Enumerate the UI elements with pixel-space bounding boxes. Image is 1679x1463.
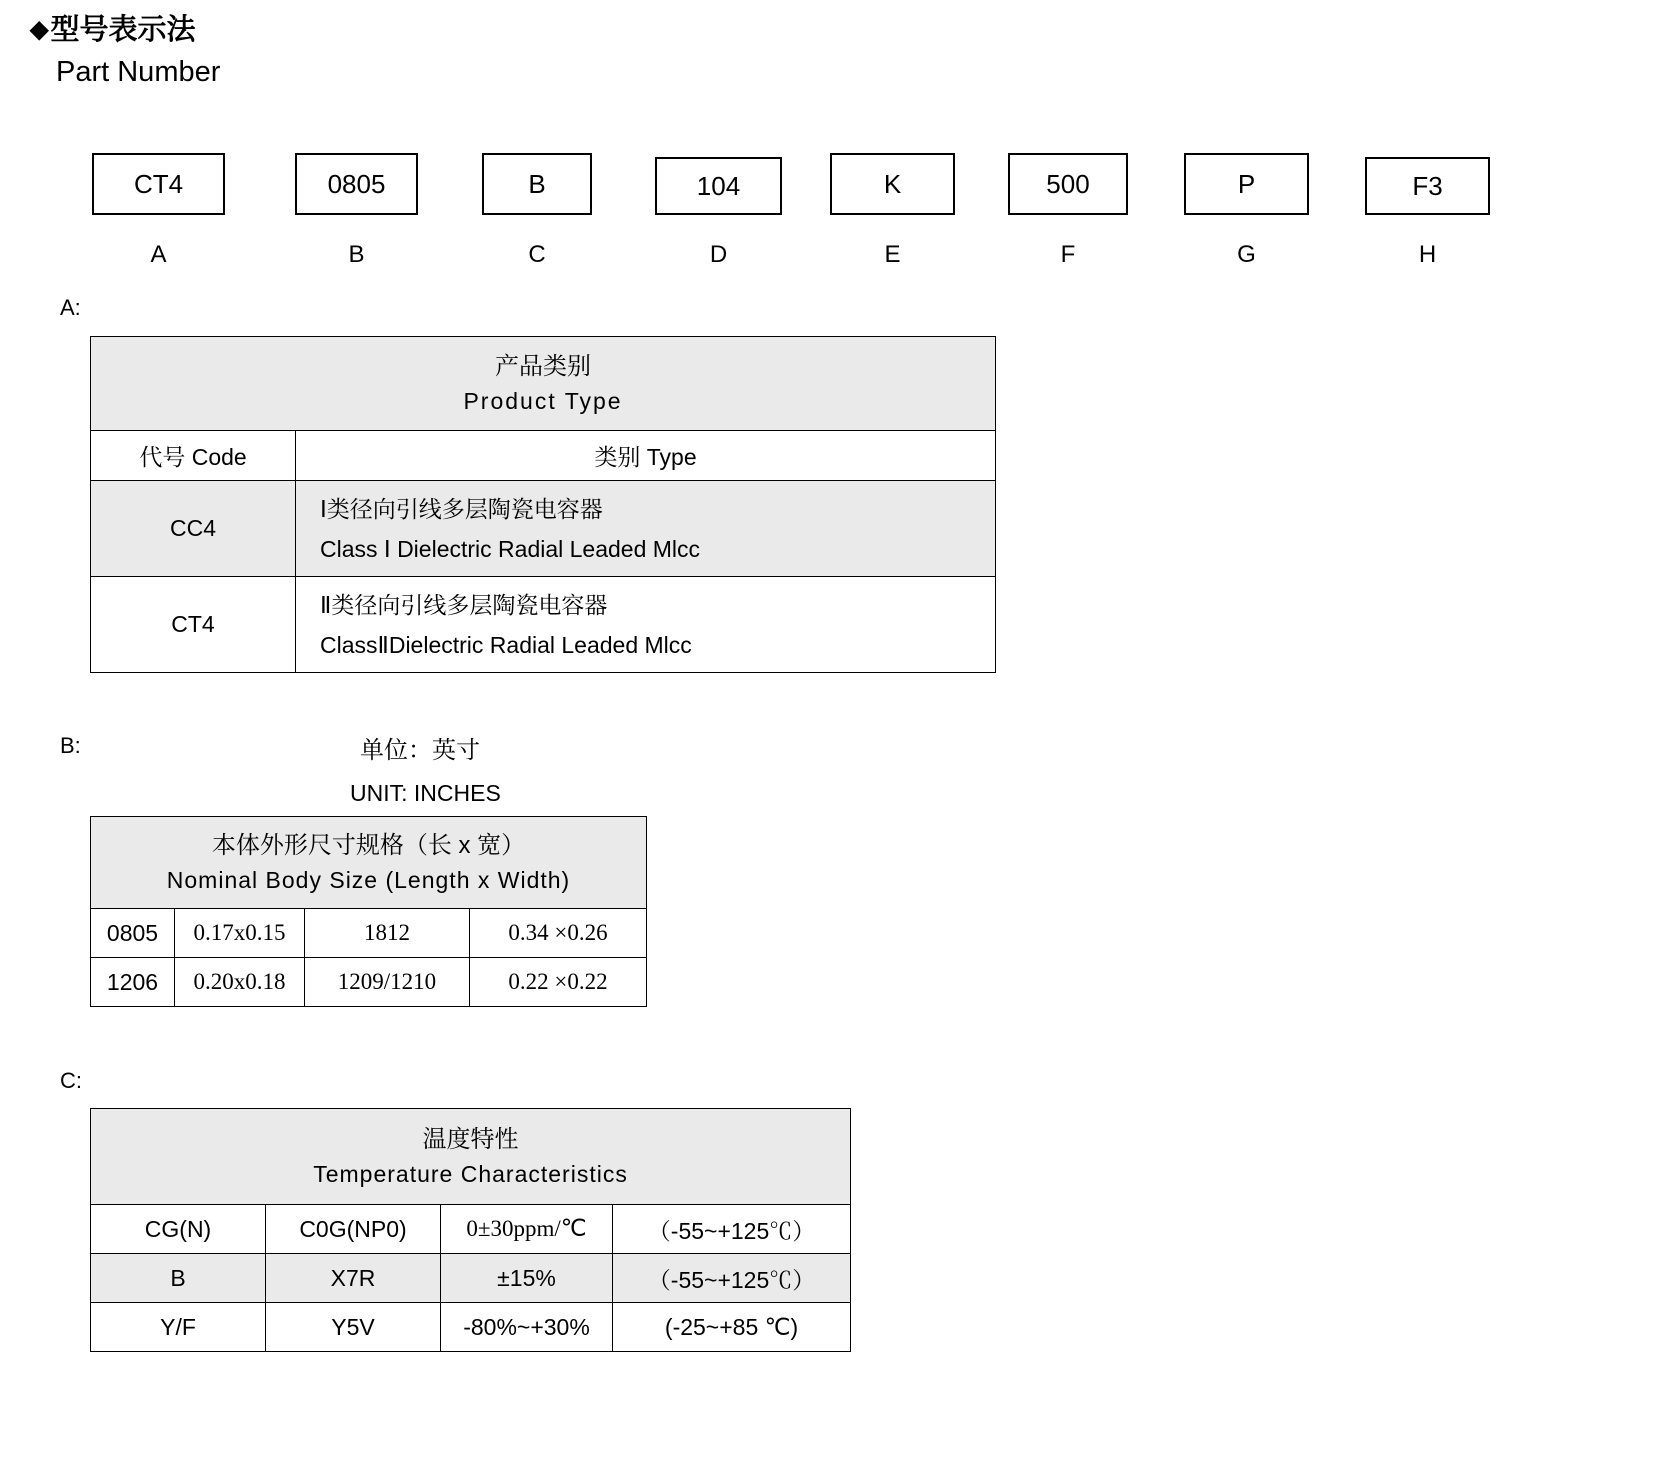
table-row <box>91 577 996 673</box>
title-english: Part Number <box>56 56 221 88</box>
unit-note-en: UNIT: INCHES <box>350 780 501 806</box>
part-letter-b: B <box>348 241 365 268</box>
part-code-box-g <box>1184 153 1309 215</box>
size-code-1206: 1206 <box>91 958 175 1007</box>
temperature-characteristics-table <box>90 1108 851 1352</box>
part-letter-f: F <box>1060 241 1076 268</box>
part-code-text: P <box>1237 168 1256 199</box>
size-dim-0805: 0.17x0.15 <box>175 909 305 958</box>
type-cc4 <box>296 481 996 577</box>
temp-range-x7r: （-55~+125℃） <box>613 1254 851 1303</box>
section-label-c: C: <box>60 1068 82 1093</box>
product-type-header-cell <box>91 337 996 431</box>
code-cc4: CC4 <box>91 481 296 577</box>
body-size-table <box>90 816 647 1007</box>
type-ct4-cn: Ⅱ类径向引线多层陶瓷电容器 <box>320 591 608 618</box>
table-row <box>91 1254 851 1303</box>
part-code-text: K <box>883 168 902 199</box>
section-label-b: B: <box>60 733 81 758</box>
table-row <box>91 1303 851 1352</box>
section-label-a: A: <box>60 295 81 320</box>
title-chinese-text: 型号表示法 <box>50 14 196 46</box>
temp-range-y5v: (-25~+85 ℃) <box>613 1303 851 1352</box>
type-ct4-en: ClassⅡDielectric Radial Leaded Mlcc <box>320 631 692 658</box>
table-row <box>91 909 647 958</box>
code-ct4: CT4 <box>91 577 296 673</box>
body-size-header-cn: 本体外形尺寸规格（长 x 宽） <box>211 831 526 859</box>
size-dim-1812: 0.34 ×0.26 <box>470 909 647 958</box>
part-code-text: F3 <box>1412 170 1443 201</box>
size-code-1812: 1812 <box>305 909 470 958</box>
temp-header-en: Temperature Characteristics <box>313 1160 628 1187</box>
part-letter-e: E <box>884 241 901 268</box>
temp-dielectric-x7r: X7R <box>266 1254 441 1303</box>
temp-header-cn: 温度特性 <box>422 1125 519 1153</box>
body-size-header-en: Nominal Body Size (Length x Width) <box>166 866 571 893</box>
part-code-box-d <box>655 157 782 215</box>
table-row <box>91 337 996 431</box>
body-size-header-cell <box>91 817 647 909</box>
size-dim-1206: 0.20x0.18 <box>175 958 305 1007</box>
product-type-header-cn: 产品类别 <box>495 352 591 380</box>
unit-note-cn: 单位：英寸 <box>360 737 480 764</box>
temp-range-c0g: （-55~+125℃） <box>613 1205 851 1254</box>
table-row <box>91 1205 851 1254</box>
temp-code-cgn: CG(N) <box>91 1205 266 1254</box>
product-type-header-en: Product Type <box>463 387 623 414</box>
size-code-1209-1210: 1209/1210 <box>305 958 470 1007</box>
part-letter-h: H <box>1418 241 1437 268</box>
size-code-0805: 0805 <box>91 909 175 958</box>
temp-tolerance-c0g: 0±30ppm/℃ <box>441 1205 613 1254</box>
part-code-box-h <box>1365 157 1490 215</box>
type-cc4-en: Class Ⅰ Dielectric Radial Leaded Mlcc <box>320 535 701 562</box>
part-letter-g: G <box>1237 241 1256 268</box>
part-code-box-a <box>92 153 225 215</box>
type-cc4-cn: Ⅰ类径向引线多层陶瓷电容器 <box>320 495 603 522</box>
table-row <box>91 481 996 577</box>
temp-header-cell <box>91 1109 851 1205</box>
part-code-text: B <box>528 168 546 199</box>
col-header-type: 类别 Type <box>296 431 996 481</box>
part-code-box-c <box>482 153 592 215</box>
title-chinese <box>30 10 220 50</box>
table-row <box>91 1109 851 1205</box>
part-number-diagram <box>0 145 1679 268</box>
size-dim-1209-1210: 0.22 ×0.22 <box>470 958 647 1007</box>
part-letter-a: A <box>150 241 167 268</box>
part-code-box-b <box>295 153 418 215</box>
part-code-box-f <box>1008 153 1128 215</box>
col-header-code: 代号 Code <box>91 431 296 481</box>
table-row <box>91 431 996 481</box>
temp-code-b: B <box>91 1254 266 1303</box>
part-code-text: 0805 <box>327 168 386 199</box>
temp-tolerance-y5v: -80%~+30% <box>441 1303 613 1352</box>
temp-dielectric-c0g: C0G(NP0) <box>266 1205 441 1254</box>
part-code-box-e <box>830 153 955 215</box>
diamond-icon: ◆ <box>30 16 49 43</box>
part-code-text: CT4 <box>133 168 184 199</box>
part-letter-c: C <box>528 241 546 268</box>
table-row <box>91 958 647 1007</box>
table-row <box>91 817 647 909</box>
type-ct4 <box>296 577 996 673</box>
part-code-text: 104 <box>696 170 741 201</box>
temp-code-yf: Y/F <box>91 1303 266 1352</box>
part-code-text: 500 <box>1046 168 1090 199</box>
temp-tolerance-x7r: ±15% <box>441 1254 613 1303</box>
page-title <box>30 10 220 94</box>
temp-dielectric-y5v: Y5V <box>266 1303 441 1352</box>
product-type-table <box>90 336 996 673</box>
part-letter-d: D <box>709 241 728 268</box>
